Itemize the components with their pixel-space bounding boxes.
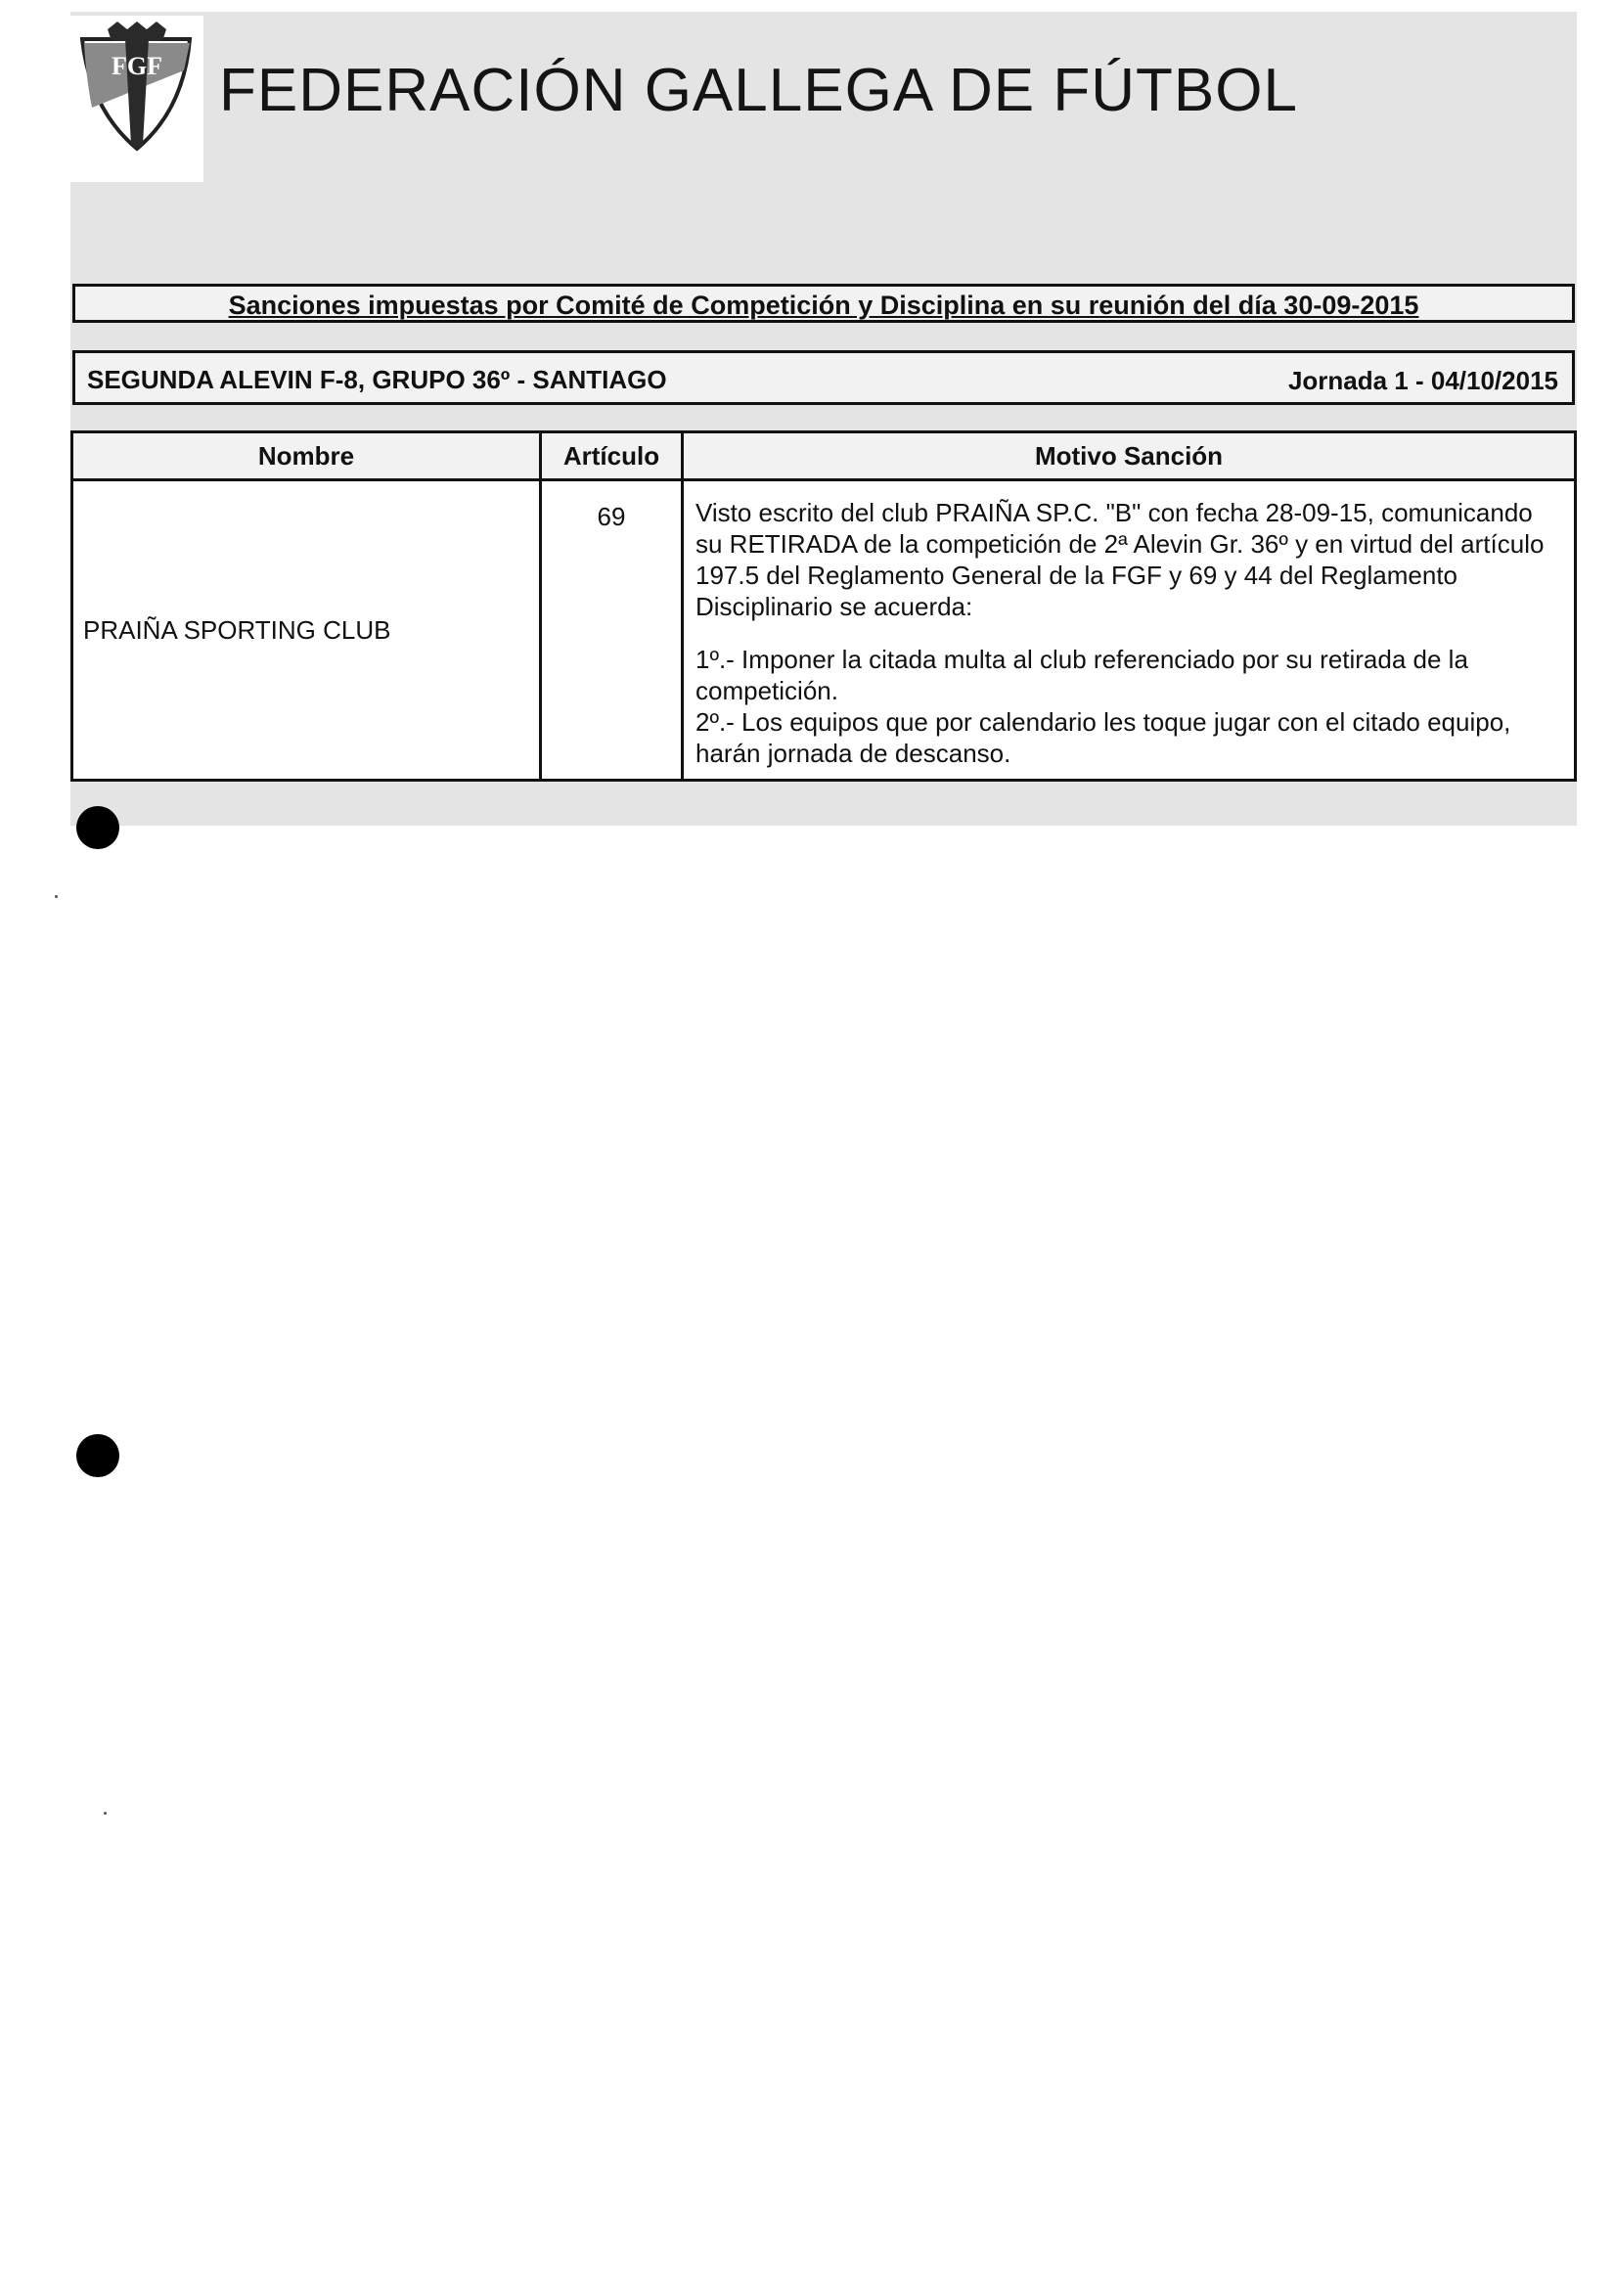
motivo-line: Disciplinario se acuerda: bbox=[695, 592, 973, 621]
sanctions-table bbox=[70, 430, 1577, 782]
jornada-label: Jornada 1 - 04/10/2015 bbox=[1287, 366, 1558, 395]
motivo-line: Visto escrito del club PRAIÑA SP.C. "B" con fecha 28-09-15, comunicando bbox=[695, 498, 1533, 527]
fgf-shield-icon bbox=[74, 20, 200, 157]
header-nombre: Nombre bbox=[72, 432, 541, 480]
punch-hole-icon bbox=[76, 1434, 119, 1477]
motivo-line: 2º.- Los equipos que por calendario les toque jugar con el citado equipo, bbox=[695, 707, 1511, 737]
paragraph-spacer bbox=[695, 622, 1552, 644]
motivo-line: su RETIRADA de la competición de 2ª Alevin Gr. 36º y en virtud del artículo bbox=[695, 529, 1545, 559]
header-motivo: Motivo Sanción bbox=[683, 432, 1576, 480]
table-header-row bbox=[72, 432, 1576, 480]
sanciones-title-box bbox=[72, 284, 1575, 323]
cell-nombre: PRAIÑA SPORTING CLUB bbox=[72, 480, 541, 781]
scan-speck bbox=[104, 1812, 107, 1815]
motivo-line: 1º.- Imponer la citada multa al club referenciado por su retirada de la bbox=[695, 645, 1468, 674]
category-label: SEGUNDA ALEVIN F-8, GRUPO 36º - SANTIAGO bbox=[87, 365, 667, 394]
cell-articulo: 69 bbox=[541, 480, 683, 781]
federation-title: FEDERACIÓN GALLEGA DE FÚTBOL bbox=[219, 57, 1298, 124]
sanciones-title: Sanciones impuestas por Comité de Competición y Disciplina en su reunión del día 30-09-2015 bbox=[228, 291, 1419, 320]
header-articulo: Artículo bbox=[541, 432, 683, 480]
punch-hole-icon bbox=[76, 806, 119, 849]
table-row bbox=[72, 480, 1576, 781]
motivo-line: competición. bbox=[695, 676, 838, 705]
motivo-line: harán jornada de descanso. bbox=[695, 739, 1011, 768]
motivo-line: 197.5 del Reglamento General de la FGF y 69 y 44 del Reglamento bbox=[695, 561, 1458, 590]
svg-text:FGF: FGF bbox=[112, 52, 162, 80]
category-box bbox=[72, 350, 1575, 405]
fgf-logo bbox=[70, 16, 203, 182]
cell-motivo bbox=[683, 480, 1576, 781]
scan-speck bbox=[55, 895, 58, 898]
